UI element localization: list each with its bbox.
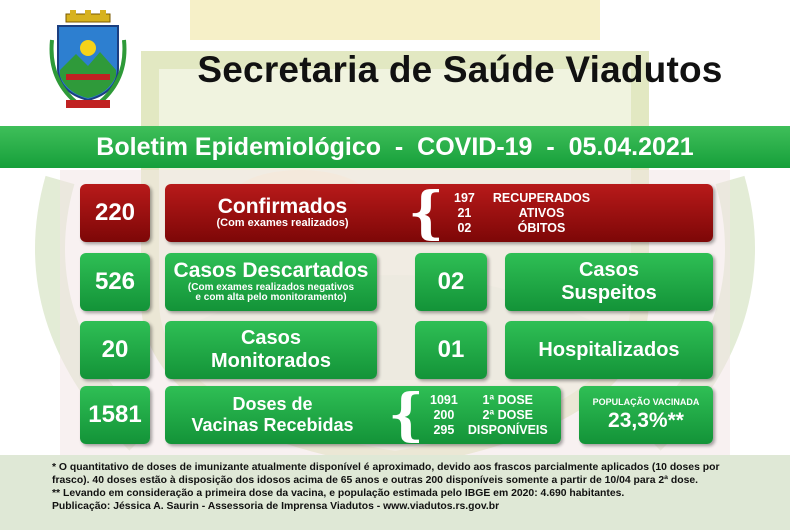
monitored-label-2: Monitorados — [211, 350, 331, 372]
second-dose-value: 200 — [433, 408, 455, 422]
vaccines-panel — [165, 382, 561, 448]
hospitalized-label: Hospitalizados — [538, 338, 680, 361]
vaccines-label-2: Vacinas Recebidas — [191, 415, 354, 435]
suspected-count-box — [415, 253, 487, 311]
discarded-sublabel-2: e com alta pelo monitoramento) — [195, 292, 347, 304]
confirmed-count-box — [80, 184, 150, 242]
monitored-label-1: Casos — [240, 327, 302, 349]
deaths-value: 02 — [457, 221, 472, 235]
confirmed-details — [454, 191, 590, 235]
confirmed-brace: { — [408, 180, 445, 246]
suspected-panel — [505, 253, 713, 311]
recovered-label: RECUPERADOS — [492, 191, 591, 205]
footer-note-1: * O quantitativo de doses de imunizante atualmente disponível é aproximado, devido aos frascos parcialmente aplicados (10 doses por frasco). 40 doses estão à disposição dos idosos acima de 65 anos e outras 200 disponíveis somente a partir de 10/04 para 2ª dose. — [52, 462, 720, 486]
discarded-count-box — [80, 253, 150, 311]
confirmed-sublabel: (Com exames realizados) — [216, 217, 349, 230]
monitored-count-box — [80, 321, 150, 379]
deaths-label: ÓBITOS — [517, 221, 566, 235]
vaccines-brace: { — [388, 382, 425, 448]
second-dose-label: 2ª DOSE — [482, 408, 534, 422]
hospitalized-count-box — [415, 321, 487, 379]
municipal-crest-logo — [48, 10, 128, 110]
bulletin-title-band: Boletim Epidemiológico - COVID-19 - 05.04.2021 — [0, 126, 790, 168]
discarded-sublabel-1: (Com exames realizados negativos — [187, 281, 355, 293]
vaccines-label-1: Doses de — [232, 394, 313, 415]
active-label: ATIVOS — [518, 206, 565, 220]
recovered-value: 197 — [454, 191, 475, 205]
footer-credit: Publicação: Jéssica A. Saurin - Assessoria de Imprensa Viadutos - www.viadutos.rs.gov.br — [52, 501, 500, 512]
vaccinated-population-value: 23,3%** — [608, 409, 684, 433]
page-title: Secretaria de Saúde Viadutos — [197, 49, 723, 90]
first-dose-value: 1091 — [430, 393, 458, 407]
available-doses-value: 295 — [433, 423, 455, 437]
confirmed-label: Confirmados — [217, 195, 348, 219]
hospitalized-count: 01 — [437, 336, 465, 363]
vaccines-count-box — [80, 386, 150, 444]
hospitalized-panel — [505, 321, 713, 379]
suspected-label-2: Suspeitos — [561, 282, 657, 304]
confirmed-panel — [165, 180, 713, 246]
first-dose-label: 1ª DOSE — [482, 393, 534, 407]
vaccines-details — [430, 393, 548, 437]
monitored-count: 20 — [101, 336, 129, 363]
confirmed-count: 220 — [94, 199, 136, 226]
available-doses-label: DISPONÍVEIS — [467, 423, 548, 437]
vaccinated-population-panel — [579, 386, 713, 444]
active-value: 21 — [457, 206, 472, 220]
vaccinated-population-label: POPULAÇÃO VACINADA — [592, 396, 700, 407]
suspected-count: 02 — [437, 268, 465, 295]
discarded-count: 526 — [94, 268, 136, 295]
footer-notes — [0, 455, 790, 530]
footer-note-2: ** Levando em consideração a primeira dose da vacina, e população estimada pelo IBGE em 2020: 4.690 habitantes. — [52, 488, 625, 499]
suspected-label-1: Casos — [578, 259, 640, 281]
discarded-panel — [165, 253, 377, 311]
discarded-label: Casos Descartados — [173, 259, 369, 283]
monitored-panel — [165, 321, 377, 379]
vaccines-count: 1581 — [88, 401, 142, 428]
